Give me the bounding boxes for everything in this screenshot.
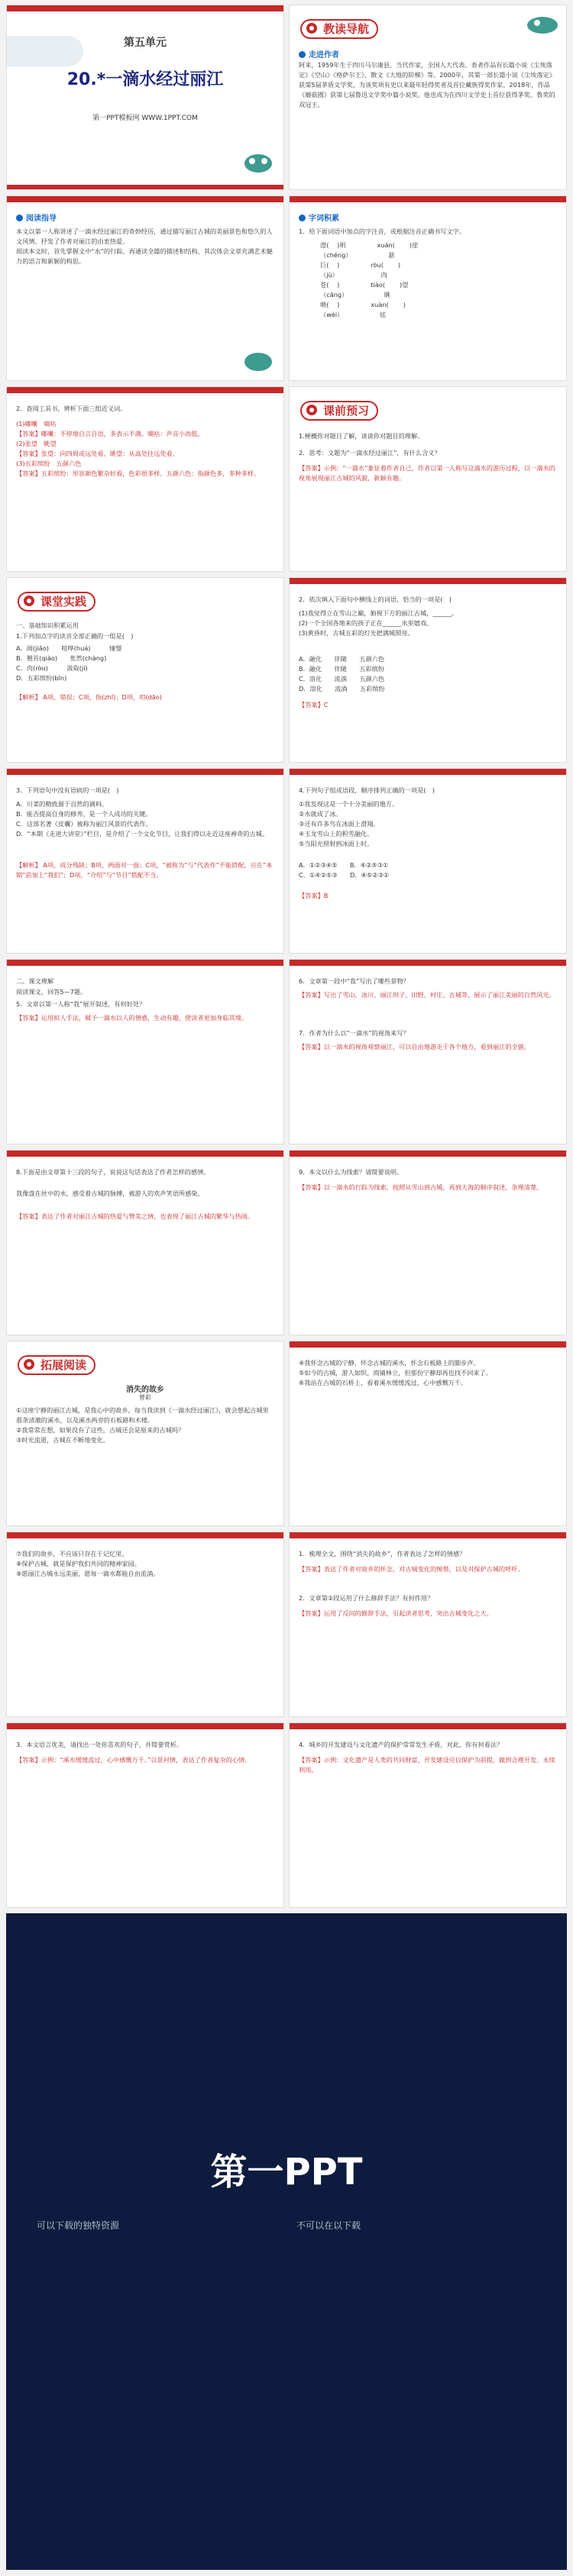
slide-practice [6,577,284,763]
vocab-words: 澄( )明 xuán( )崖 （chéng） 悬 巨( ) ròu( ) （jù） 肉 苍( ) tiào( )望 （cāng） 眺 喂( ) xuàn( ) （wèi） 炫 [320,241,419,318]
slide-extend [6,1341,284,1526]
extend-q3: 3．本文语言优美，请找出一处你喜欢的句子，并简要赏析。 [16,1741,183,1748]
heading-badge: 教读导航 [300,19,378,39]
q7-answer: 【答案】以一滴水的视角观察丽江，可以自由地游走于各个地方，看到丽江的全貌。 [299,1043,530,1051]
top-band [7,960,283,966]
q6-answer: 【答案】写出了雪山、冰川、丽江坝子、田野、村庄、古城等，展示了丽江美丽的自然风光。 [299,991,555,999]
lesson-title: 20.*一滴水经过丽江 [66,70,224,89]
q4-body: ①我发现这是一个十分美丽的地方。 ②水就成了冰。 ③还有许多鸟在冰面上滑翔。 ④玉龙雪山上的积雪融化。 ⑤当阳光照射到冰面上时。 [299,800,399,847]
footer-banner [6,1913,567,2570]
slide-extend-q4 [289,1722,567,1908]
top-band [290,196,566,202]
top-band [7,1532,283,1538]
bulb-icon [306,405,317,415]
practice-sub: 一、基础知识积累运用 [16,621,79,629]
q4-text: 4.下列句子组成语段，顺序排列正确的一项是( ) [299,786,435,794]
slide-preview [289,386,567,572]
slide-article-2 [289,1341,567,1526]
slide-q9 [289,1150,567,1335]
top-band [7,196,283,202]
slide-author [289,5,567,190]
q5-text: 5．文章以第一人称“我”展开叙述，有何好处？ [16,1000,146,1008]
top-band [290,578,566,584]
article-body: ①这座宁静的丽江古城，是我心中的故乡。每当我读到《一滴水经过丽江》，就会想起古城里那条清澈的溪水，以及溪水两旁的石板路和木楼。 ②我常常在想，如果没有了这些，古城还会是原来的古城吗？ ③时光流逝，古城在不断地变化。 [16,1406,269,1444]
slide-q2 [289,577,567,763]
q8-answer: 【答案】表达了作者对丽江古城的热爱与赞美之情，也表现了丽江古城的繁华与热闹。 [16,1212,254,1220]
article-body-3: ⑦我们的故乡，不应该只存在于记忆里。 ⑧保护古城，就是保护我们共同的精神家园。 ⑨愿丽江古城永远美丽，愿每一滴水都能自由流淌。 [16,1550,160,1577]
footer-logo: 第一PPT [210,2151,363,2193]
article-title: 消失的故乡 [126,1386,164,1394]
footer-line1: 可以下载的独特资源 [37,2220,120,2231]
extend-a3: 【答案】示例：“溪水缓缓流过，心中感慨万千。”以景衬情，表达了作者复杂的心情。 [16,1756,251,1764]
bottom-band [7,185,283,189]
slide-guide [6,195,284,381]
q5-sub: 二、课文理解 [16,977,54,985]
top-band [290,1151,566,1157]
section-label: 阅读指导 [16,211,57,223]
top-band [290,1532,566,1538]
slide-article-3 [6,1532,284,1717]
slide-q6 [289,959,567,1144]
q2-body: (1)我觉得立在雪山之巅，俯视下方的丽江古城，______。 (2)一个全国各地来的孩子正在______水里嬉戏。 (3)黄昏时，古城五彩的灯光把满城照亮。 [299,609,458,637]
top-band [290,960,566,966]
slide-cover [6,5,284,190]
preview-q2: 2．思考：文题为“一滴水经过丽江”，有什么含义？ [299,449,441,457]
article-body-2: ④我怀念古城的宁静，怀念古城的溪水，怀念石板路上的脚步声。 ⑤如今的古城，游人如织，商铺林立，但那份宁静却再也找不回来了。 ⑥我站在古城的石桥上，看着溪水缓缓流过，心中感慨万千。 [299,1359,492,1386]
footer-line2: 不可以在以下载 [296,2220,361,2231]
bulb-icon [24,1359,34,1370]
section-label: 字词积累 [299,211,339,223]
top-band [7,387,283,393]
synonym-question: 2．查阅工具书，辨析下面三组近义词。 [16,405,127,412]
q8-quote: 我像盘在丝中的水，感受着古城的脉搏，被游人的欢声笑语所感染。 [16,1190,204,1197]
slide-q8 [6,1150,284,1335]
preview-answer: 【答案】示例：“一滴水”象征着作者自己，作者以第一人称写这滴水的游历过程，以一滴水的视角展现丽江古城的风貌，新颖有趣。 [299,464,555,482]
practice-options: A．闹(jiǎo) 喧哗(huá) 憧憬 B．翘首(qiào) 怅然(chàng) C．肉(ròu) 汲取(jí) D．五彩缤纷(bīn) [16,644,122,682]
practice-answer: 【解析】 A项，错误；C项，指(zhǐ)；D项，叨(dāo) [16,693,162,701]
q3-text: 3．下列语句中没有语病的一项是( ) [16,786,119,794]
slide-extend-q1 [289,1532,567,1717]
bulb-icon [24,596,34,606]
top-band [7,5,283,11]
practice-q1: 1.下列加点字的读音全部正确的一组是( ) [16,632,134,640]
site-label: 第一PPT模板网 WWW.1PPT.COM [92,115,198,122]
top-band [290,1723,566,1729]
q2-options: A．融化 伴随 五颜六色 B．融化 伴随 五彩缤纷 C．溶化 流淌 五颜六色 D．溶化 流淌 五彩缤纷 [299,655,385,692]
q5-answer: 【答案】运用拟人手法，赋予一滴水以人的情感，生动有趣，使读者更加身临其境。 [16,1014,248,1022]
q8-text: 8.下面是由文章第十三段的句子，说说这句话表达了作者怎样的感情。 [16,1168,210,1176]
unit-label: 第五单元 [124,37,167,49]
slide-extend-q3 [6,1722,284,1908]
slide-q3 [6,768,284,954]
extend-a1: 【答案】表达了作者对故乡的怀念，对古城变化的惋惜，以及对保护古城的呼吁。 [299,1565,524,1573]
mascot-icon [523,10,562,36]
q4-answer: 【答案】B [299,892,329,899]
top-band [290,1341,566,1348]
extend-q1: 1．梳理全文，围绕“消失的故乡”，作者表达了怎样的情感？ [299,1550,466,1558]
q6-text: 6．文章第一段中“我”写出了哪些景物？ [299,977,410,985]
q2-answer: 【答案】C [299,701,329,709]
q5-intro: 阅读课文，回答5—7题。 [16,988,87,996]
q9-text: 9．本文以什么为线索？请简要说明。 [299,1168,403,1176]
extend-a4: 【答案】示例：文化遗产是人类的共同财富，开发建设应以保护为前提，做到合理开发、永续利用。 [299,1756,555,1774]
synonym-answers: (1)嘟囔 嘀咕 【答案】嘟囔：不停地自言自语，多表示不满。嘀咕：声音小而低。 (2)张望 眺望 【答案】张望：向四周或远处看。眺望：从高处往远处看。 (3)五彩缤纷 五颜六色 【答案】五彩缤纷：形容颜色繁杂好看，色彩很多样。五颜六色：指颜色多，多种多样。 [16,420,261,477]
extend-q4: 4．城乡的开发建设与文化遗产的保护常常发生矛盾，对此，你有何看法？ [299,1741,503,1748]
author-text: 阿来，1959年生于四川马尔康县，当代作家，全国人大代表。表者作品有长篇小说《尘埃落定》《空山》《格萨尔王》，散文《大地的阶梯》等。2000年，其第一部长篇小说《尘埃落定》获第5届茅盾文学奖，为该奖项有史以来最年轻得奖者及首位藏族得奖作家。2018年，作品《蘑菇圈》获第七届鲁迅文学奖中篇小说奖。他也成为在四川文学史上首位获得茅奖、鲁奖的双冠王。 [299,61,556,108]
slide-vocab [289,195,567,381]
preview-q1: 1.梗概你对题目了解，谈谈你对题目的理解。 [299,432,424,440]
q9-answer: 【答案】以一滴水的行踪为线索，按照从雪山到古城，再到大海的顺序叙述，条理清楚。 [299,1183,543,1191]
mascot-icon [241,347,276,373]
q3-answer: 【解析】 A项，成分残缺；B项，两面对一面；C项，“被称为”与“代表作”不能搭配，应在“本期”前加上“我们”；D项，“介绍”与“节目”搭配不当。 [16,861,273,879]
top-band [7,1151,283,1157]
guide-text: 本文以第一人称讲述了一滴水经过丽江的奇妙经历，通过描写丽江古城的美丽景色和悠久的人文风情，抒发了作者对丽江的由衷热爱。 阅读本文时，首先掌握文中“水”的行踪，再通读全篇的描述和结构，其次体会文章充满艺术魅力的语言和新颖的构思。 [16,228,273,265]
heading-badge: 拓展阅读 [18,1355,96,1375]
extend-q2: 2．文章第②段运用了什么修辞手法？有何作用？ [299,1594,434,1602]
q3-options: A．川菜的精致源于自然的调料。 B．能否提高自身的修养，是一个人成功的关键。 C．这部名著《皮囊》被称为丽江风景的代表作。 D．“本期《走进大讲堂》”栏目，是介绍了一个文化节目，让我们得以走近这座神奇的古城。 [16,800,269,838]
bulb-icon [306,23,317,34]
top-band [7,1723,283,1729]
q2-text: 2．依次填入下面句中横线上的词语，恰当的一项是( ) [299,596,452,603]
slide-q4 [289,768,567,954]
extend-a2: 【答案】运用了反问的修辞手法，引起读者思考，突出古城变化之大。 [299,1609,493,1617]
slide-q5 [6,959,284,1144]
q7-text: 7．作者为什么以“一滴水”的视角来写？ [299,1029,410,1037]
mascot-icon [241,148,276,174]
q4-options: A．①②③④⑤ B．④②⑤③① C．①④②⑤③ D．④⑤②③① [299,861,390,879]
heading-badge: 课堂实践 [18,592,96,612]
heading-badge: 课前预习 [300,401,378,421]
article-author: 曾彩 [139,1394,151,1401]
top-band [7,769,283,775]
slide-synonyms [6,386,284,572]
vocab-question: 1．给下面词语中加点的字注音，或根据注音正确书写文字。 [299,228,466,235]
top-band [290,769,566,775]
section-label: 走进作者 [299,48,339,60]
